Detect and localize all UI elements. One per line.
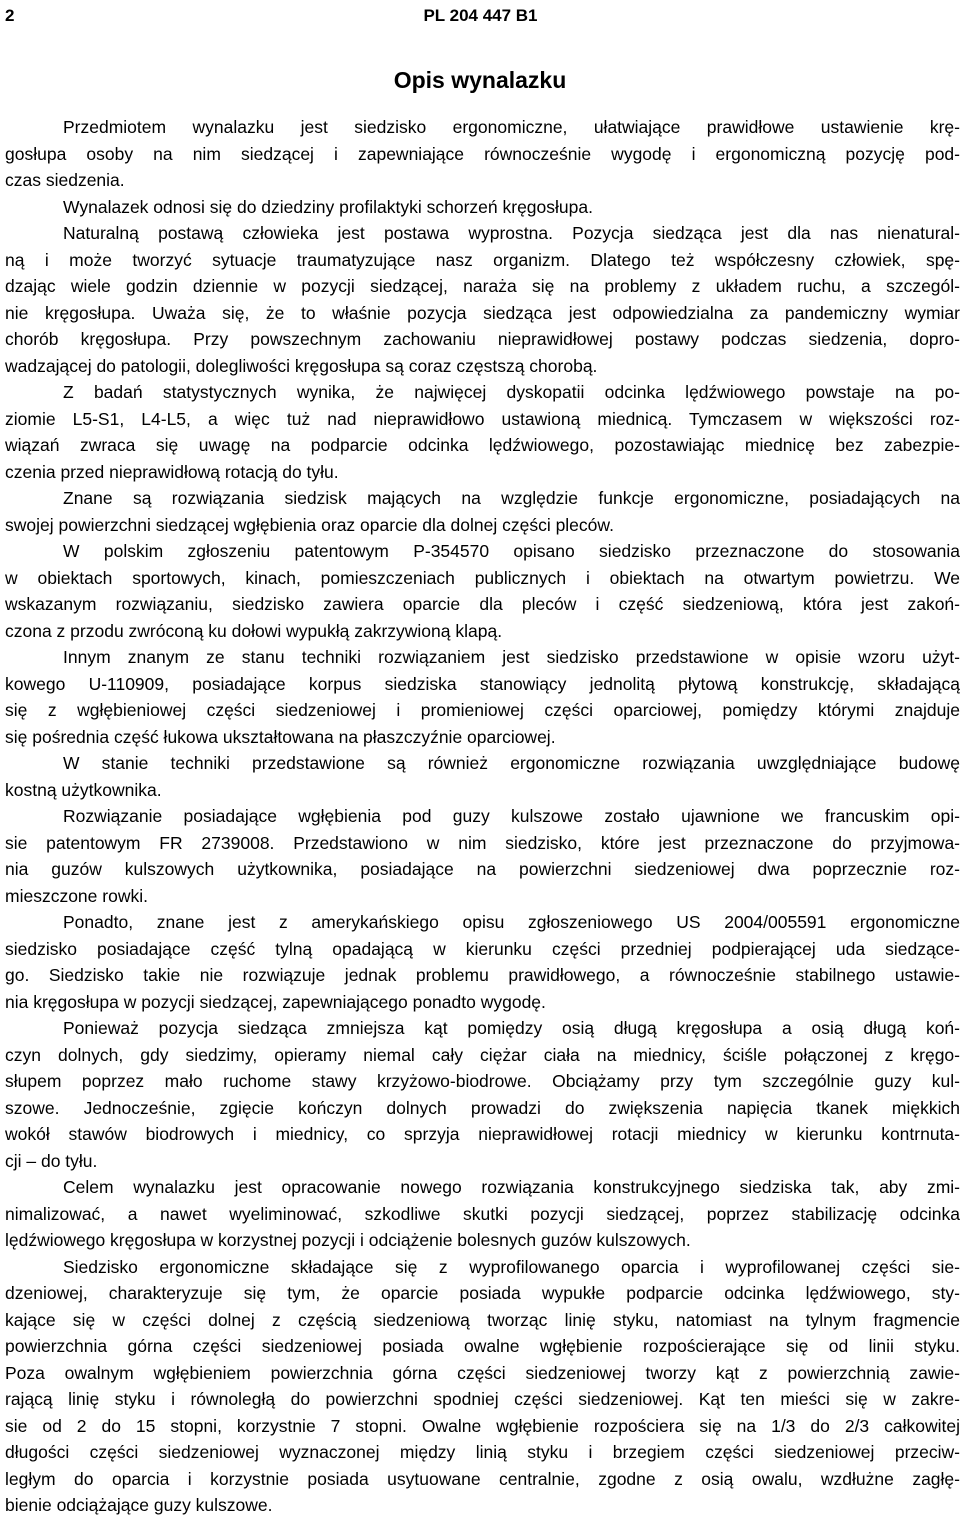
document-id: PL 204 447 B1: [423, 6, 538, 25]
text-line: Z badań statystycznych wynika, że najwięcej dyskopatii odcinka lędźwiowego powstaje na po-: [63, 382, 960, 402]
text-line: Innym znanym ze stanu techniki rozwiązaniem jest siedzisko przedstawione w opisie wzoru użyt-: [63, 647, 960, 667]
text-line: gosłupa osoby na nim siedzącej i zapewniające równocześnie wygodę i ergonomiczną pozycję pod-: [5, 143, 960, 164]
text-line: czenia przed nieprawidłową rotacją do tyłu.: [5, 461, 339, 482]
text-line: nia kręgosłupa w pozycji siedzącej, zapewniającego ponadto wygodę.: [5, 991, 546, 1012]
text-line: rającą linię styku i równoległą do powierzchni spodniej części siedzeniowej. Kąt ten mieści się w zakre-: [5, 1389, 960, 1409]
text-line: Siedzisko ergonomiczne składające się z wyprofilowanego oparcia i wyprofilowanej części sie-: [63, 1256, 960, 1277]
text-line: mieszczone rowki.: [5, 885, 148, 906]
text-line: Naturalną postawą człowieka jest postawa wyprostna. Pozycja siedząca jest dla nas nienatural-: [63, 223, 960, 243]
text-line: sie patentowym FR 2739008. Przedstawiono w nim siedzisko, które jest przeznaczone do przyjmowa-: [5, 832, 960, 853]
text-line: siedzisko posiadające część tylną opadającą w kierunku części przedniej podpierającej uda siedzące-: [5, 938, 960, 959]
text-line: Celem wynalazku jest opracowanie nowego rozwiązania konstrukcyjnego siedziska tak, aby zmi-: [63, 1177, 960, 1197]
text-line: W polskim zgłoszeniu patentowym P-354570 opisano siedzisko przeznaczone do stosowania: [63, 541, 960, 561]
text-line: Wynalazek odnosi się do dziedziny profilaktyki schorzeń kręgosłupa.: [63, 196, 593, 217]
text-line: w obiektach sportowych, kinach, pomieszczeniach publicznych i obiektach na otwartym powietrzu. We: [5, 567, 960, 588]
text-line: Znane są rozwiązania siedzisk mających na względzie funkcje ergonomiczne, posiadających na: [63, 488, 960, 508]
text-line: lędźwiowego kręgosłupa w korzystnej pozycji i odciążenie bolesnych guzów kulszowych.: [5, 1230, 691, 1250]
text-line: nie kręgosłupa. Uważa się, że to właśnie pozycja siedząca jest odpowiedzialna za pandemiczny wymiar: [5, 302, 960, 323]
text-line: wiązań zwraca się uwagę na podparcie odcinka lędźwiowego, pozostawiając miednicę bez zabezpie-: [5, 435, 960, 455]
text-line: Poza owalnym wgłębieniem powierzchnia górna części siedzeniowej tworzy kąt z powierzchnią zawie-: [5, 1362, 960, 1383]
text-line: się z wgłębieniowej części siedzeniowej i promieniowej części oparciowej, pomiędzy którymi znajduje: [5, 700, 960, 720]
text-line: go. Siedzisko takie nie rozwiązuje jednak problemu prawidłowego, a równocześnie stabilnego ustawie-: [5, 965, 960, 985]
text-line: kostną użytkownika.: [5, 779, 162, 800]
text-line: wskazanym rozwiązaniu, siedzisko zawiera oparcie dla pleców i część siedzeniową, która jest zakoń-: [5, 594, 960, 614]
text-line: wokół stawów biodrowych i miednicy, co sprzyja nieprawidłowej rotacji miednicy w kierunku kontrnuta-: [5, 1124, 960, 1144]
text-line: Rozwiązanie posiadające wgłębienia pod guzy kulszowe zostało ujawnione we francuskim opi-: [63, 806, 960, 826]
text-line: szowe. Jednocześnie, zgięcie kończyn dolnych prowadzi do zwiększenia napięcia tkanek miękkich: [5, 1097, 960, 1118]
text-line: Ponieważ pozycja siedząca zmniejsza kąt pomiędzy osią długą kręgosłupa a osią długą koń-: [63, 1018, 960, 1038]
text-line: kające się w części dolnej z częścią siedzeniową tworząc linię styku, natomiast na tylnym fragmencie: [5, 1309, 960, 1330]
text-line: czona z przodu zwróconą ku dołowi wypukłą zakrzywioną klapą.: [5, 620, 503, 641]
text-line: sie od 2 do 15 stopni, korzystnie 7 stopni. Owalne wgłębienie rozpościera się na 1/3 do 2/3 całkowitej: [5, 1415, 960, 1436]
text-line: czyn dolnych, gdy siedzimy, opieramy niemal cały ciężar ciała na miednicy, ściśle połączonej z kręgo-: [5, 1044, 960, 1065]
text-line: się pośrednia część łukowa ukształtowana na płaszczyźnie oparciowej.: [5, 726, 556, 747]
text-line: słupem poprzez mało ruchome stawy krzyżowo-biodrowe. Obciążamy przy tym szczególnie guzy kul-: [5, 1071, 960, 1091]
document-title: Opis wynalazku: [393, 67, 567, 93]
text-line: nia guzów kulszowych użytkownika, posiadające na powierzchni siedzeniowej dwa poprzecznie roz-: [5, 859, 960, 879]
text-line: czas siedzenia.: [5, 170, 125, 190]
text-line: chorób kręgosłupa. Przy powszechnym zachowaniu nieprawidłowej postawy podczas siedzenia, dopro-: [5, 329, 960, 349]
text-line: ległym do oparcia i korzystnie posiada usytuowane centralnie, zgodne z osią owalu, wzdłużne zagłę-: [5, 1468, 960, 1489]
text-line: długości części siedzeniowej wyznaczonej między linią styku i brzegiem części siedzeniowej przeciw-: [5, 1442, 960, 1462]
text-line: kowego U-110909, posiadające korpus siedziska stanowiący jednolitą płytową konstrukcję, składającą: [5, 673, 960, 694]
text-line: swojej powierzchni siedzącej wgłębienia oraz oparcie dla dolnej części pleców.: [5, 514, 614, 535]
text-line: bienie odciążające guzy kulszowe.: [5, 1495, 273, 1515]
page-header: [5, 4, 956, 28]
text-line: Ponadto, znane jest z amerykańskiego opisu zgłoszeniowego US 2004/005591 ergonomiczne: [63, 912, 960, 932]
text-line: nimalizować, a nawet wyeliminować, szkodliwe skutki pozycji siedzącej, poprzez stabilizację odcinka: [5, 1203, 960, 1224]
text-line: dzeniowej, charakteryzuje się tym, że oparcie posiada wypukłe podparcie odcinka lędźwiowego, sty-: [5, 1283, 960, 1303]
text-line: dzając wiele godzin dziennie w pozycji siedzącej, naraża się na problemy z układem ruchu, a szczegól-: [5, 276, 960, 296]
text-line: cji – do tyłu.: [5, 1150, 98, 1171]
page-number: 2: [5, 6, 15, 25]
text-line: powierzchnia górna części siedzeniowej posiada owalne wgłębienie rozpościerające się od linii styku.: [5, 1336, 960, 1356]
text-line: wadzającej do patologii, dolegliwości kręgosłupa są coraz częstszą chorobą.: [5, 355, 598, 376]
text-line: W stanie techniki przedstawione są również ergonomiczne rozwiązania uwzględniające budowę: [63, 753, 960, 773]
text-line: Przedmiotem wynalazku jest siedzisko ergonomiczne, ułatwiające prawidłowe ustawienie krę-: [63, 117, 960, 137]
document-body: [5, 114, 960, 1519]
text-line: ziomie L5-S1, L4-L5, a więc tuż nad nieprawidłowo ustawioną miednicą. Tymczasem w większości roz-: [5, 408, 960, 429]
text-line: ną i może tworzyć sytuacje traumatyzujące nasz organizm. Dlatego też współczesny człowiek, spę-: [5, 249, 960, 270]
